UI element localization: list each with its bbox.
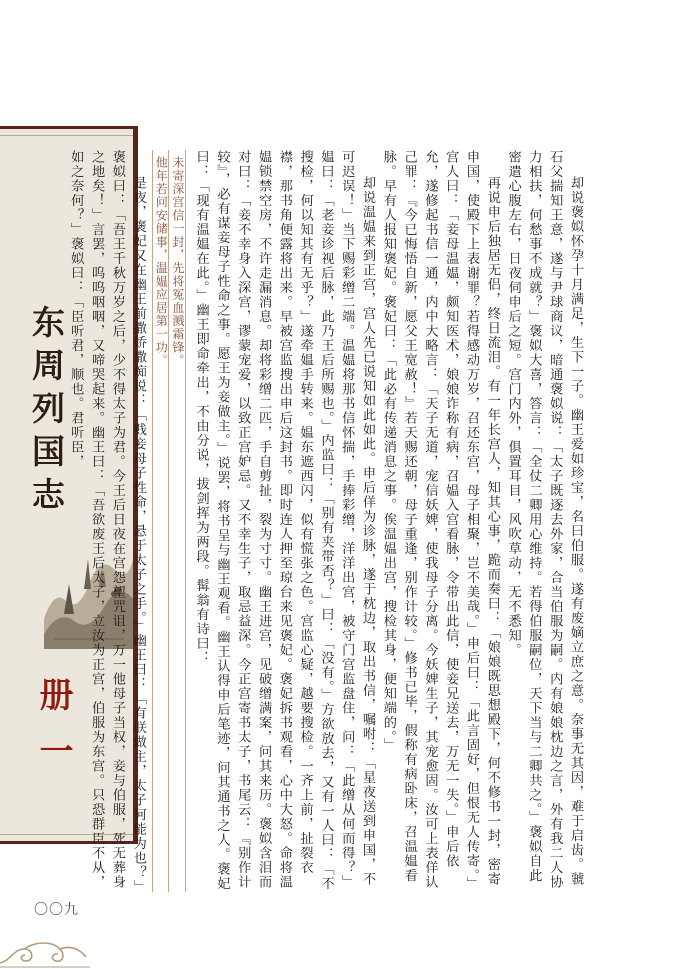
book-title: 东周列国志 [27, 305, 66, 520]
paragraph: 是夜，褒妃又在幽王前撒娇撒痴说：「贱妾母子性命，悬于太子之手。」幽王曰：「有朕做主，太子何能为也？」褒姒曰：「吾王千秋万岁之后，少不得太子为君。今王后日夜在宫怨望咒诅，万一他母子当权，妾与伯服，死无葬身之地矣！」言罢，呜呜咽咽，又啼哭起来。幽王曰：「吾欲废王后太子，立汝为正宫，伯服为东宫。只恐群臣不从，如之奈何？」褒姒曰：「臣听君，顺也。君听臣， [68, 150, 146, 890]
paragraph: 却说褒姒怀孕十月满足，生下一子。幽王爱如珍宝，名曰伯服。遂有废嫡立庶之意。奈事无其因，难于启齿。虢石父揣知王意，遂与尹球商议，暗通褒姒说：「太子既逐去外家，合当伯服为嗣。内有娘娘枕边之言，外有我二人协力相扶，何愁事不成就？」褒姒大喜，答言：「全仗二卿用心维持。若得伯服嗣位，天下当与二卿共之。」褒姒自此密遣心腹左右，日夜伺申后之短。宫门内外，俱置耳目，风吹草动，无不悉知。 [505, 150, 583, 890]
volume-label: 册一 [33, 677, 73, 789]
paragraph: 再说申后独居无侣，终日流泪。有一年长宫人，知其心事，跪而奏曰：「娘娘既思想殿下，何不修书一封，密寄申国，使殿下上表谢罪？若得感动万岁，召还东宫，母子相聚，岂不美哉。」申后曰：「此言固好，但恨无人传寄。」宫人曰：「妾母温媪，颇知医术，娘娘诈称有病，召媪入宫看脉，令带出此信，使妾兄送去，万无一失。」申后依允，遂修起书信一通，内中大略言：「天子无道，宠信妖婢，使我母子分离。今妖婢生子，其宠愈固。汝可上表佯认己罪：『今已悔悟自新，愿父王宽赦！』若天赐还朝，母子重逢，别作计较。」修书已毕，假称有病卧床，召温媪看脉。早有人报知褒妃。褒妃曰：「此必有传递消息之事。俟温媪出宫，搜检其身，便知端的。」 [380, 150, 500, 891]
poem-box [152, 150, 186, 892]
poem-line: 他年若问安储事，温媪应居第一功。 [154, 156, 169, 368]
text-body [68, 150, 585, 892]
cloud-scroll-ornament-icon [0, 935, 90, 969]
page-number: 〇〇九 [34, 902, 79, 918]
paragraph: 却说温媪来到正宫，宫人先已说知如此如此。申后佯为诊脉，遂于枕边，取出书信，嘱咐：「星夜送到申国，不可迟误！」当下赐彩缯二端。温媪将那书信怀揣，手捧彩缯，洋洋出宫，被守门宫监盘住，问：「此缯从何而得？」媪曰：「老妾诊视后脉，此乃王后所赐也。」内监曰：「别有夹带否？」曰：「没有。」方欲放去，又有一人曰：「不搜检，何以知其有无乎？」遂牵媪手转来。媪东遮西闪，似有慌张之色。宫监心疑，越要搜检。一齐上前，扯裂衣襟，那书角便露将出来。早被宫监搜出申后这封书。即时连人押至琼台来见褒妃。褒妃拆书观看，心中大怒。命将温媪锁禁空房，不许走漏消息。却将彩缯二匹，手自剪扯，裂为寸寸。幽王进宫，见破缯满案，问其来历。褒姒含泪而对曰：「妾不幸身入深宫，谬蒙宠爱，以致正宫妒忌。又不幸生子，取忌益深。今正宫寄书太子，书尾云：『别作计较』，必有谋妾母子性命之事。愿王为妾做主。」说罢，将书呈与幽王观看。幽王认得申后笔迹，问其通书之人。褒妃曰：「现有温媪在此。」幽王即命牵出，不由分说，拔剑挥为两段。髯翁有诗曰： [193, 150, 376, 891]
poem-line: 未寄深宫信一封，先将冤血溅霜锋。 [168, 150, 185, 892]
